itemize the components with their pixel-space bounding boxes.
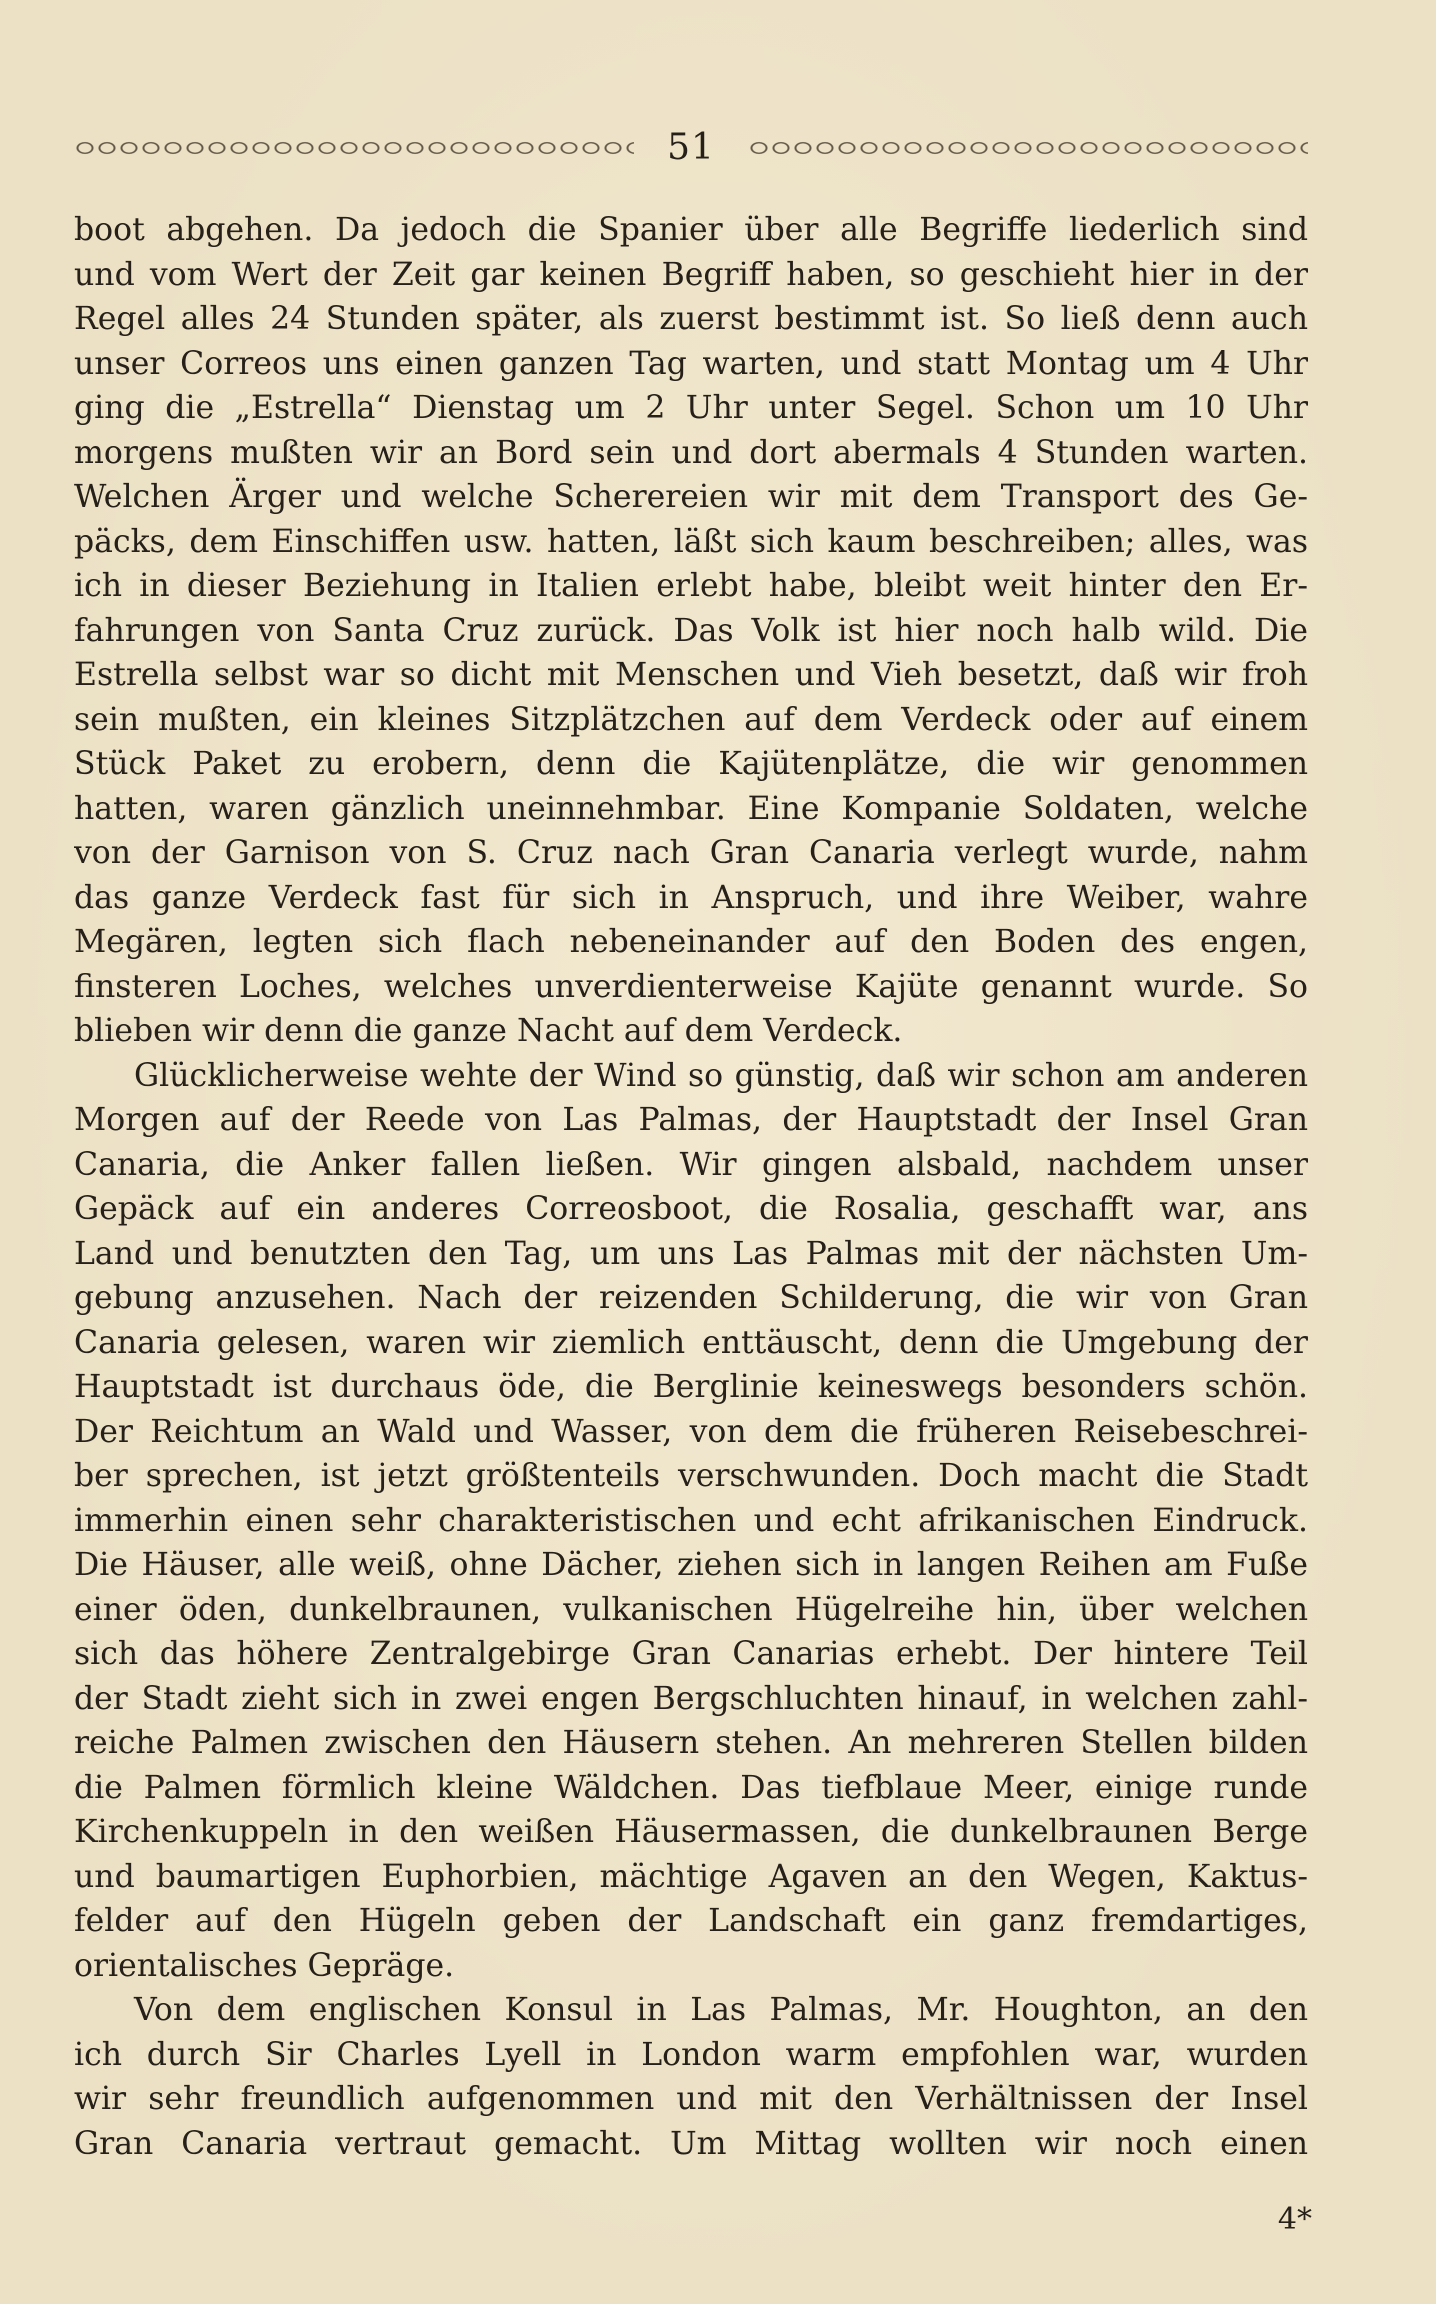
body-text <box>74 208 1308 2166</box>
ornament-left <box>74 136 634 160</box>
text-line: orientalisches Gepräge. <box>74 1947 455 1984</box>
text-line: fahrungen von Santa Cruz zurück. Das Volk ist hier noch halb wild. Die <box>74 612 1308 649</box>
text-line: von der Garnison von S. Cruz nach Gran Canaria verlegt wurde, nahm <box>74 835 1308 871</box>
text-line: ging die „Estrella“ Dienstag um 2 Uhr unter Segel. Schon um 10 Uhr <box>74 390 1308 426</box>
text-line: ich durch Sir Charles Lyell in London warm empfohlen war, wurden <box>74 2036 1308 2073</box>
ornament-right <box>748 136 1308 160</box>
page-number: 51 <box>667 127 715 168</box>
text-line: Land und benutzten den Tag, um uns Las Palmas mit der nächsten Um- <box>74 1235 1308 1272</box>
text-line: Kirchenkuppeln in den weißen Häusermassen, die dunkelbraunen Berge <box>74 1814 1308 1850</box>
text-line: blieben wir denn die ganze Nacht auf dem Verdeck. <box>74 1013 903 1049</box>
text-line: Glücklicherweise wehte der Wind so günstig, daß wir schon am anderen <box>134 1057 1308 1094</box>
text-line: das ganze Verdeck fast für sich in Anspruch, und ihre Weiber, wahre <box>74 879 1308 916</box>
text-line: Der Reichtum an Wald und Wasser, von dem die früheren Reisebeschrei- <box>74 1413 1308 1450</box>
text-line: Regel alles 24 Stunden später, als zuerst bestimmt ist. So ließ denn auch <box>74 301 1308 337</box>
text-line: Morgen auf der Reede von Las Palmas, der Hauptstadt der Insel Gran <box>74 1102 1308 1138</box>
text-line: finsteren Loches, welches unverdienterweise Kajüte genannt wurde. So <box>74 968 1308 1005</box>
text-line: die Palmen förmlich kleine Wäldchen. Das tiefblaue Meer, einige runde <box>74 1769 1308 1806</box>
text-line: und baumartigen Euphorbien, mächtige Agaven an den Wegen, Kaktus- <box>74 1858 1308 1895</box>
text-line: sich das höhere Zentralgebirge Gran Canarias erhebt. Der hintere Teil <box>74 1636 1308 1672</box>
text-line: Canaria, die Anker fallen ließen. Wir gingen alsbald, nachdem unser <box>74 1146 1308 1183</box>
text-line: Von dem englischen Konsul in Las Palmas, Mr. Houghton, an den <box>134 1992 1308 2028</box>
text-line: ich in dieser Beziehung in Italien erlebt habe, bleibt weit hinter den Er- <box>74 568 1308 604</box>
text-line: hatten, waren gänzlich uneinnehmbar. Eine Kompanie Soldaten, welche <box>74 790 1308 827</box>
text-line: Megären, legten sich flach nebeneinander auf den Boden des engen, <box>74 924 1308 960</box>
text-line: sein mußten, ein kleines Sitzplätzchen auf dem Verdeck oder auf einem <box>74 701 1308 738</box>
text-line: morgens mußten wir an Bord sein und dort abermals 4 Stunden warten. <box>74 434 1308 471</box>
signature-mark: 4* <box>1277 2202 1312 2237</box>
text-line: Die Häuser, alle weiß, ohne Dächer, ziehen sich in langen Reihen am Fuße <box>74 1547 1308 1583</box>
text-line: wir sehr freundlich aufgenommen und mit den Verhältnissen der Insel <box>74 2081 1308 2117</box>
text-line: und vom Wert der Zeit gar keinen Begriff haben, so geschieht hier in der <box>74 256 1308 293</box>
text-line: boot abgehen. Da jedoch die Spanier über alle Begriffe liederlich sind <box>74 212 1308 248</box>
text-line: ber sprechen, ist jetzt größtenteils verschwunden. Doch macht die Stadt <box>74 1458 1308 1494</box>
text-line: Gepäck auf ein anderes Correosboot, die Rosalia, geschafft war, ans <box>74 1191 1308 1227</box>
text-line: reiche Palmen zwischen den Häusern stehen. An mehreren Stellen bilden <box>74 1725 1308 1761</box>
text-line: Hauptstadt ist durchaus öde, die Berglinie keineswegs besonders schön. <box>74 1369 1308 1405</box>
text-line: Gran Canaria vertraut gemacht. Um Mittag wollten wir noch einen <box>74 2125 1308 2162</box>
page-header <box>74 120 1308 176</box>
text-line: Estrella selbst war so dicht mit Menschen und Vieh besetzt, daß wir froh <box>74 657 1308 693</box>
text-line: der Stadt zieht sich in zwei engen Bergschluchten hinauf, in welchen zahl- <box>74 1680 1308 1717</box>
text-line: unser Correos uns einen ganzen Tag warten, und statt Montag um 4 Uhr <box>74 345 1308 382</box>
text-line: immerhin einen sehr charakteristischen und echt afrikanischen Eindruck. <box>74 1502 1308 1539</box>
text-line: felder auf den Hügeln geben der Landschaft ein ganz fremdartiges, <box>74 1903 1308 1939</box>
text-line: Stück Paket zu erobern, denn die Kajütenplätze, die wir genommen <box>74 746 1308 782</box>
text-line: einer öden, dunkelbraunen, vulkanischen Hügelreihe hin, über welchen <box>74 1591 1308 1628</box>
text-line: Canaria gelesen, waren wir ziemlich enttäuscht, denn die Umgebung der <box>74 1324 1308 1361</box>
text-line: päcks, dem Einschiffen usw. hatten, läßt sich kaum beschreiben; alles, was <box>74 523 1308 560</box>
text-line: Welchen Ärger und welche Scherereien wir mit dem Transport des Ge- <box>74 479 1308 515</box>
text-line: gebung anzusehen. Nach der reizenden Schilderung, die wir von Gran <box>74 1280 1308 1316</box>
